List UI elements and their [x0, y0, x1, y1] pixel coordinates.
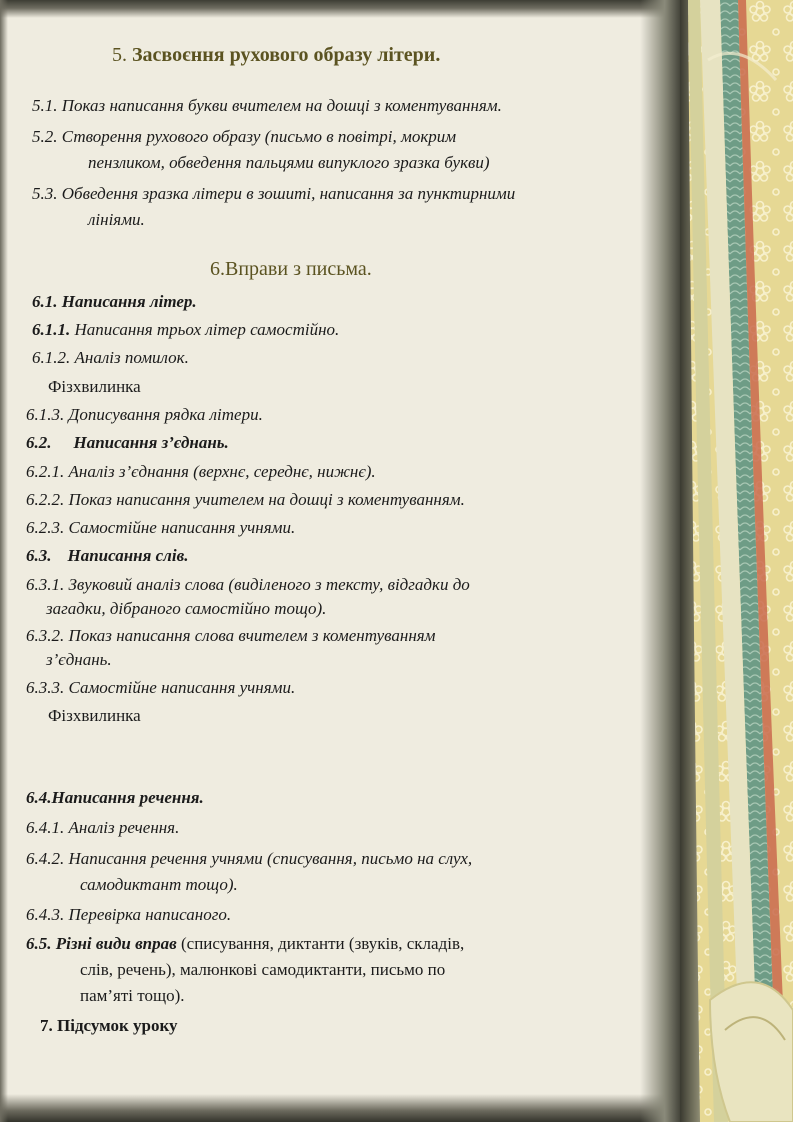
floral-border-icon: [680, 0, 793, 1122]
item-6-5-line3: пам’яті тощо).: [80, 986, 185, 1005]
item-6-2: [26, 433, 229, 453]
item-6-3-2-line1: 6.3.2. Показ написання слова вчителем з коментуванням: [26, 626, 436, 645]
item-6-1-1-text: Написання трьох літер самостійно.: [70, 320, 340, 339]
item-6-3-number: 6.3.: [26, 546, 52, 565]
item-6-3: [26, 546, 188, 566]
item-6-4-3: 6.4.3. Перевірка написаного.: [26, 905, 232, 924]
item-6-2-3: 6.2.3. Самостійне написання учнями.: [26, 518, 296, 537]
item-6-2-2: 6.2.2. Показ написання учителем на дошці з коментуванням.: [26, 490, 465, 509]
item-6-4-1: 6.4.1. Аналіз речення.: [26, 818, 180, 837]
section-5-heading: [112, 44, 440, 67]
item-6-5-text: (списування, диктанти (звуків, складів,: [176, 934, 465, 953]
item-6-5-title: 6.5. Різні види вправ: [26, 934, 177, 953]
item-6-3-1-line1: 6.3.1. Звуковий аналіз слова (виділеного з тексту, відгадки до: [26, 575, 470, 594]
item-6-5-line2: слів, речень), малюнкові самодиктанти, письмо по: [80, 960, 446, 979]
item-6-3-2-line2: з’єднань.: [46, 650, 112, 669]
item-6-2-title: Написання з’єднань.: [73, 433, 229, 452]
item-6-4-2-line2: самодиктант тощо).: [80, 875, 238, 894]
item-6-1-1: [32, 320, 339, 340]
item-6-3-3: 6.3.3. Самостійне написання учнями.: [26, 678, 296, 697]
item-6-4: 6.4.Написання речення.: [26, 788, 204, 807]
item-6-4-2-line1: 6.4.2. Написання речення учнями (списування, письмо на слух,: [26, 849, 473, 868]
fizkhvylynka-1: Фізхвилинка: [48, 377, 141, 396]
item-6-3-title: Написання слів.: [67, 546, 189, 565]
item-6-1: 6.1. Написання літер.: [32, 292, 197, 311]
item-6-5-line1: [26, 934, 464, 954]
item-5-3-line2: лініями.: [88, 210, 145, 229]
section-5-title: Засвоєння рухового образу літери.: [132, 44, 441, 66]
item-6-2-number: 6.2.: [26, 433, 52, 452]
item-5-3-line1: 5.3. Обведення зразка літери в зошиті, написання за пунктирними: [32, 184, 516, 203]
item-6-1-3: 6.1.3. Дописування рядка літери.: [26, 405, 263, 424]
section-5-number: 5.: [112, 44, 132, 66]
item-5-2-line2: пензликом, обведення пальцями випуклого зразка букви): [88, 153, 490, 172]
section-6-heading: 6.Вправи з письма.: [210, 258, 372, 280]
item-6-1-2: 6.1.2. Аналіз помилок.: [32, 348, 189, 367]
item-6-1-1-number: 6.1.1.: [32, 320, 71, 339]
item-5-1: 5.1. Показ написання букви вчителем на дошці з коментуванням.: [32, 96, 502, 115]
item-6-2-1: 6.2.1. Аналіз з’єднання (верхнє, середнє, нижнє).: [26, 462, 376, 481]
item-5-2-line1: 5.2. Створення рухового образу (письмо в повітрі, мокрим: [32, 127, 457, 146]
section-7-heading: 7. Підсумок уроку: [40, 1016, 178, 1035]
fizkhvylynka-2: Фізхвилинка: [48, 706, 141, 725]
item-6-3-1-line2: загадки, дібраного самостійно тощо).: [46, 599, 327, 618]
